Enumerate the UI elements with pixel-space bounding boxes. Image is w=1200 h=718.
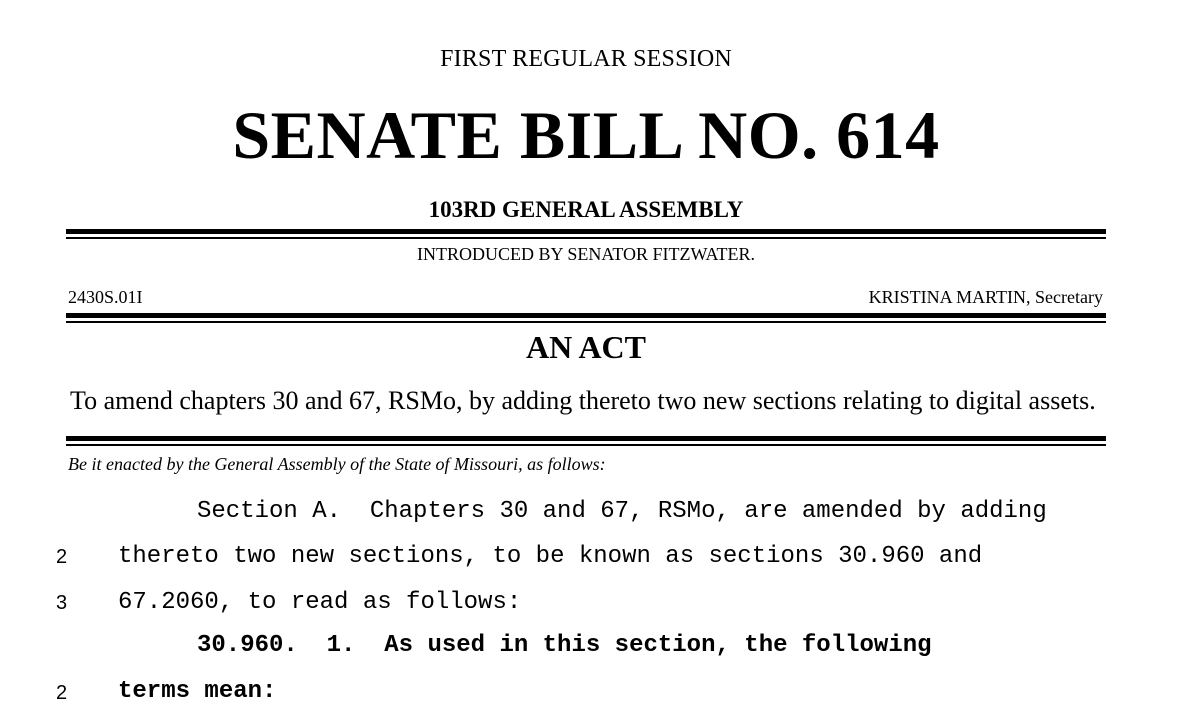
section-30960-line-1: 30.960. 1. As used in this section, the following — [197, 632, 932, 659]
header-rule-mid-thick — [66, 313, 1106, 318]
bill-title: SENATE BILL NO. 614 — [232, 97, 940, 173]
act-rule-thin — [66, 444, 1106, 446]
introduced-by: INTRODUCED BY SENATOR FITZWATER. — [416, 244, 755, 264]
line-number: 2 — [56, 682, 68, 704]
act-heading: AN ACT — [525, 329, 646, 365]
section-a-line-2: thereto two new sections, to be known as sections 30.960 and — [118, 543, 983, 570]
session-label: FIRST REGULAR SESSION — [440, 46, 732, 72]
section-a-line-3: 67.2060, to read as follows: — [118, 589, 522, 616]
assembly-label: 103RD GENERAL ASSEMBLY — [428, 197, 744, 222]
section-a-line-1: Section A. Chapters 30 and 67, RSMo, are amended by adding — [197, 498, 1047, 525]
secretary-name: KRISTINA MARTIN, Secretary — [868, 287, 1103, 307]
section-30960-line-2: terms mean: — [118, 678, 277, 705]
act-description: To amend chapters 30 and 67, RSMo, by adding thereto two new sections relating to digital assets. — [70, 386, 1096, 415]
bill-code: 2430S.01I — [68, 287, 143, 307]
line-number: 2 — [56, 546, 68, 568]
enacting-clause: Be it enacted by the General Assembly of the State of Missouri, as follows: — [68, 454, 606, 474]
header-rule-top-thick — [66, 229, 1106, 234]
act-rule-thick — [66, 436, 1106, 441]
header-rule-mid-thin — [66, 321, 1106, 323]
header-rule-top-thin — [66, 237, 1106, 239]
line-number: 3 — [56, 592, 68, 614]
